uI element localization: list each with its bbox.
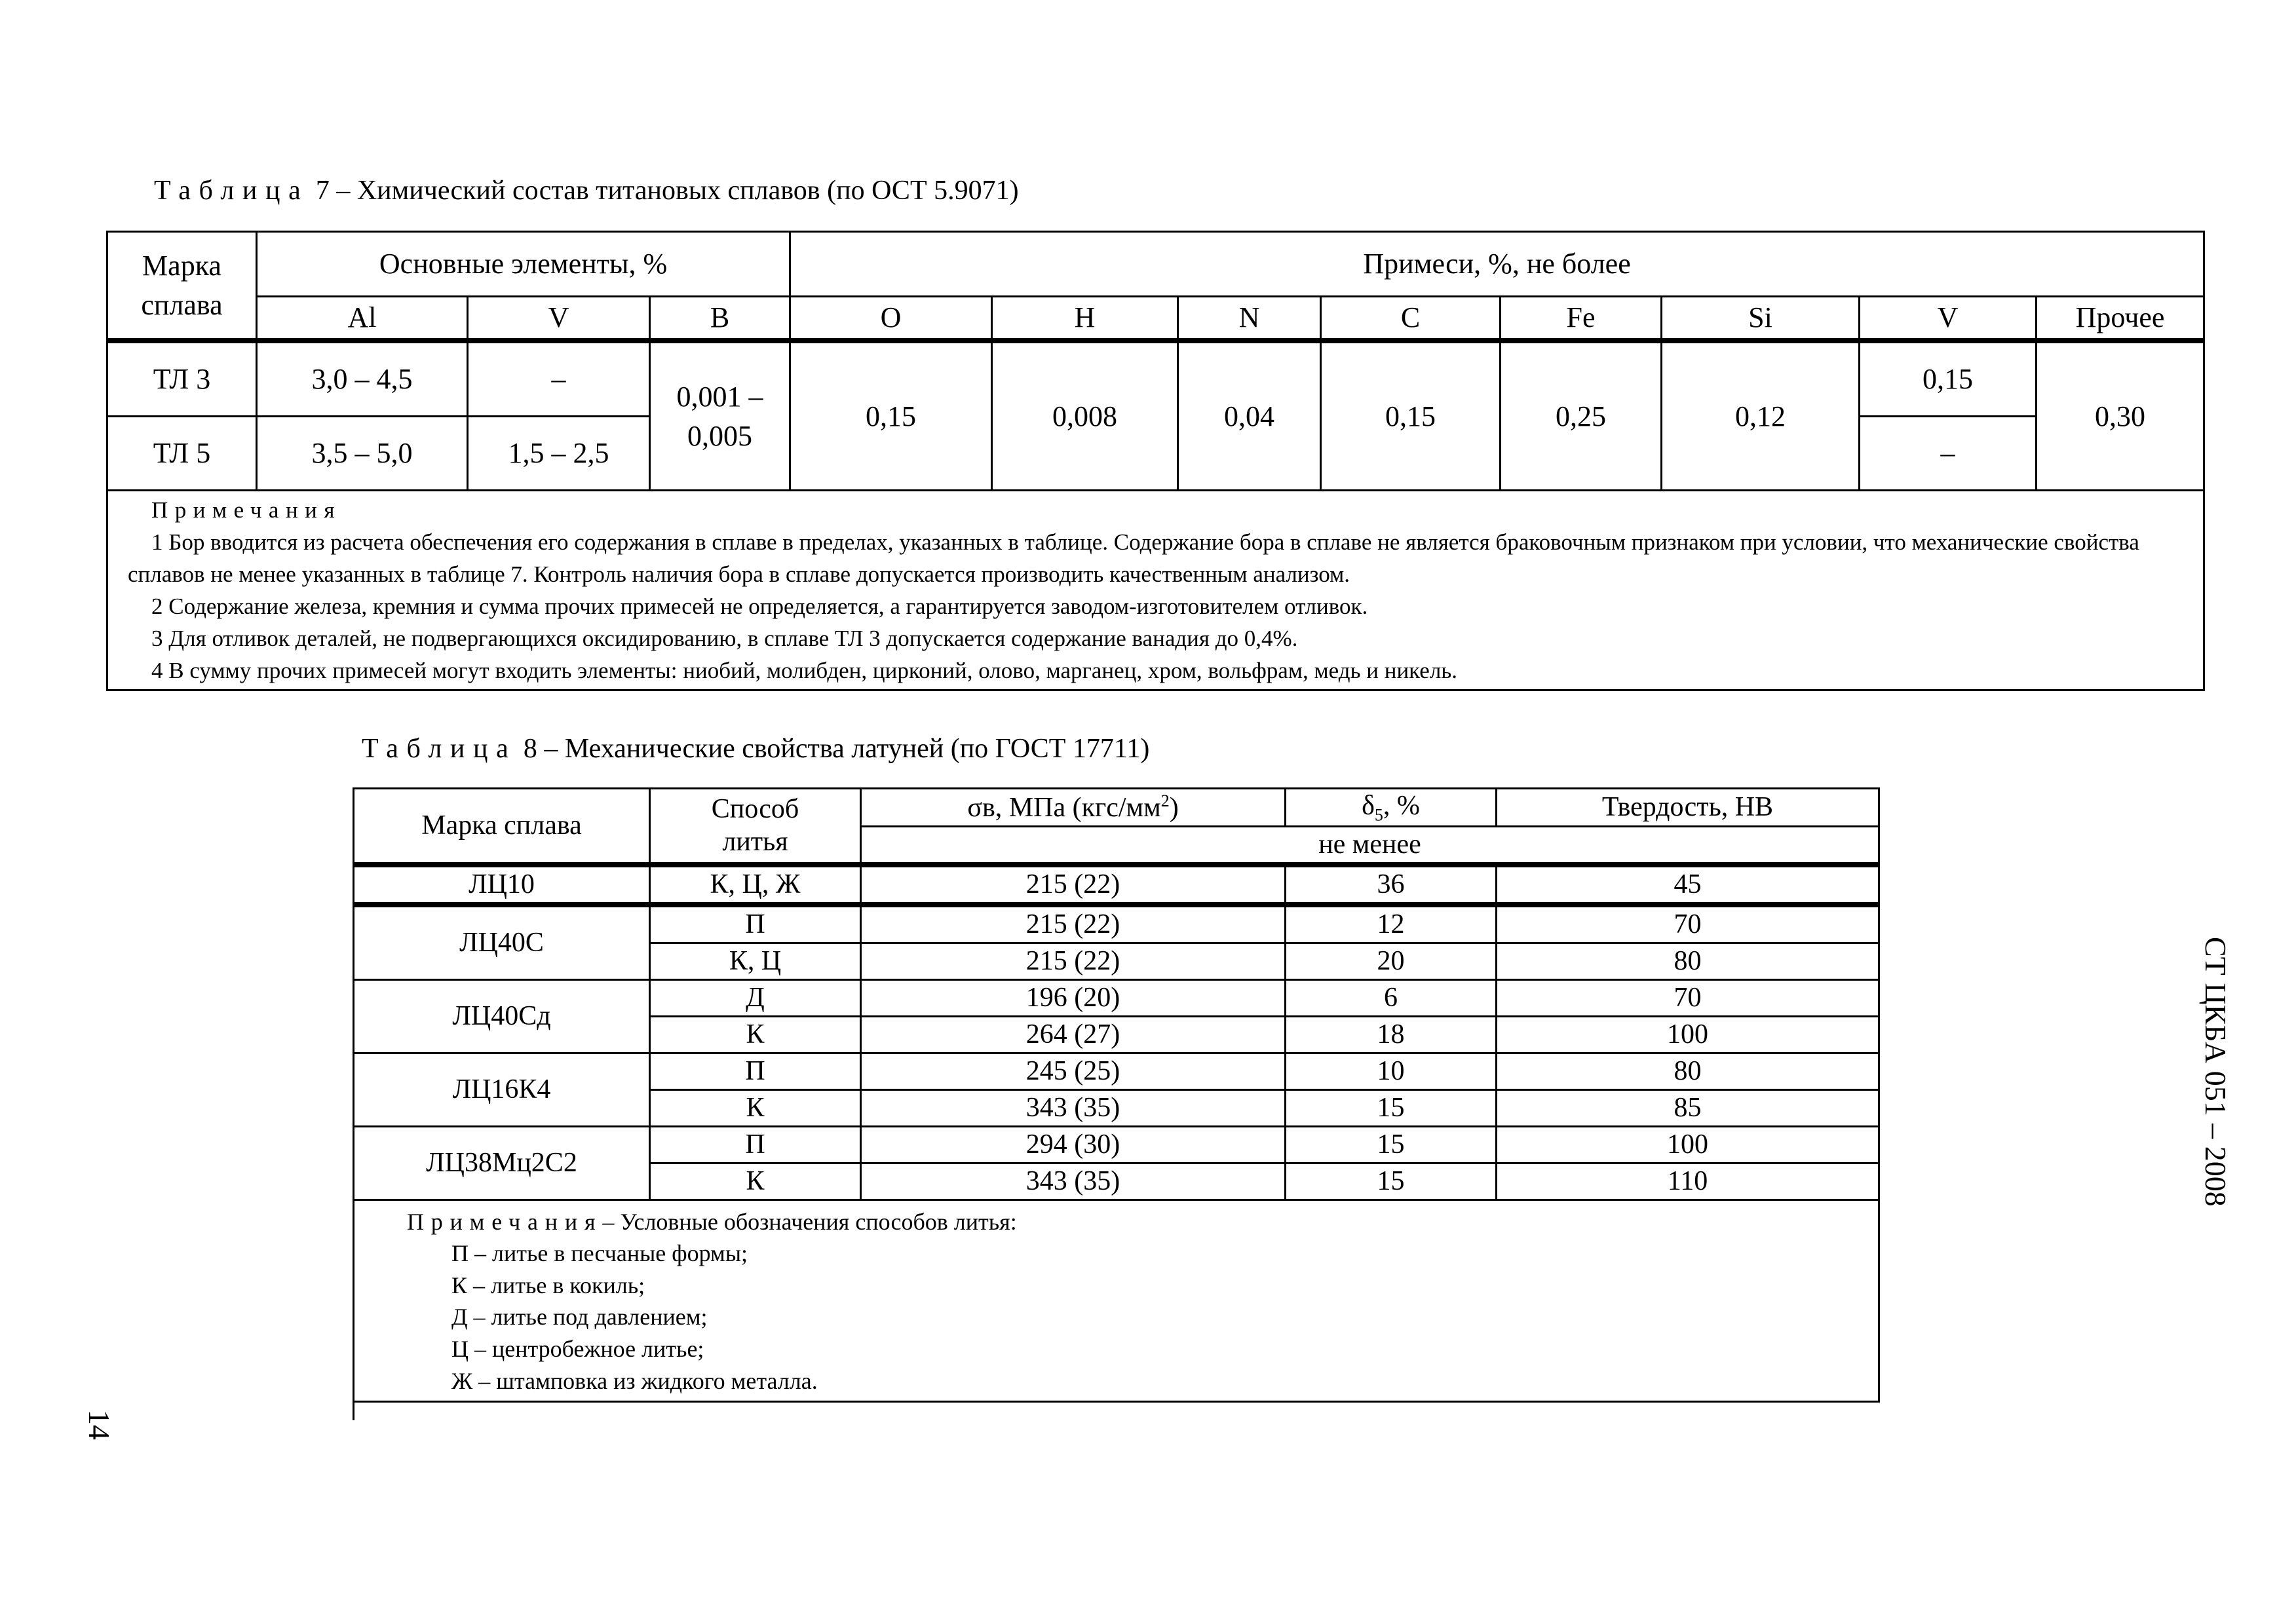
table7-col-h: H <box>992 297 1178 341</box>
table8-sigma-cell: 294 (30) <box>861 1126 1286 1163</box>
table8-caption <box>362 735 1149 763</box>
table8-method-cell: К, Ц, Ж <box>650 865 861 905</box>
table7-al-cell: 3,5 – 5,0 <box>257 417 468 491</box>
table8-hardness-cell: 100 <box>1497 1126 1879 1163</box>
table7-v-cell: 1,5 – 2,5 <box>468 417 650 491</box>
table8-hardness-header: Твердость, НВ <box>1497 789 1879 827</box>
table-row <box>354 1126 1879 1163</box>
table8-delta-cell: 36 <box>1286 865 1497 905</box>
table7-caption-word: Таблица <box>154 176 309 206</box>
table8-delta-cell: 18 <box>1286 1016 1497 1053</box>
table7-grade-cell: ТЛ 3 <box>107 341 257 417</box>
table7-si-cell: 0,12 <box>1662 341 1860 491</box>
table8-hardness-cell: 70 <box>1497 905 1879 943</box>
table7-subheader-row <box>107 297 2204 341</box>
table7-caption <box>154 177 1019 204</box>
table8-delta-cell: 20 <box>1286 943 1497 979</box>
table8-min-header: не менее <box>861 826 1879 865</box>
table7-other-cell: 0,30 <box>2037 341 2204 491</box>
table8-hardness-cell: 100 <box>1497 1016 1879 1053</box>
table8-note: Ц – центробежное литье; <box>451 1335 704 1362</box>
table8-method-cell: Д <box>650 979 861 1016</box>
table7-impurities-header: Примеси, %, не более <box>790 232 2204 297</box>
table8-delta-cell: 12 <box>1286 905 1497 943</box>
table8-hardness-cell: 45 <box>1497 865 1879 905</box>
table8-header-row <box>354 789 1879 827</box>
table8-sigma-cell: 215 (22) <box>861 905 1286 943</box>
table8-note: К – литье в кокиль; <box>451 1272 645 1298</box>
table8-method-header <box>650 789 861 865</box>
table7-b-cell <box>650 341 790 491</box>
table8-sigma-end: ) <box>1169 792 1179 823</box>
table8-grade-cell: ЛЦ16К4 <box>354 1053 650 1126</box>
table7-note: 3 Для отливок деталей, не подвергающихся оксидированию, в сплаве ТЛ 3 допускается содержание ванадия до 0,4%. <box>151 626 1298 651</box>
table8-notes-lead-text: – Условные обозначения способов литья: <box>602 1208 1017 1235</box>
table8-sigma-sup: 2 <box>1160 791 1170 810</box>
table8-delta-symbol: δ <box>1362 791 1375 821</box>
table7-fe-cell: 0,25 <box>1501 341 1662 491</box>
table7-o-cell: 0,15 <box>790 341 992 491</box>
table8-note: Д – литье под давлением; <box>451 1304 708 1331</box>
table8-delta-end: , % <box>1383 791 1420 821</box>
table8-grade-cell: ЛЦ40С <box>354 905 650 980</box>
table8-grade-cell: ЛЦ10 <box>354 865 650 905</box>
table8-sigma-cell: 343 (35) <box>861 1089 1286 1126</box>
table7-grade-header: Марка сплава <box>107 232 257 341</box>
margin-rule <box>353 1382 354 1420</box>
table7-v-cell: – <box>468 341 650 417</box>
table7-col-c: C <box>1321 297 1501 341</box>
table8-method-cell: П <box>650 1053 861 1089</box>
table8-notes <box>354 1199 1879 1402</box>
standard-designation: СТ ЦКБА 051 – 2008 <box>2199 937 2232 1207</box>
table-row <box>354 979 1879 1016</box>
table8-delta-cell: 15 <box>1286 1163 1497 1199</box>
table7-header-row <box>107 232 2204 297</box>
table8-hardness-cell: 110 <box>1497 1163 1879 1199</box>
table7-col-si: Si <box>1662 297 1860 341</box>
table8-hardness-cell: 80 <box>1497 1053 1879 1089</box>
table7-v-impurity-cell: – <box>1860 417 2037 491</box>
table8-grade-header: Марка сплава <box>354 789 650 865</box>
table7-v-impurity-cell: 0,15 <box>1860 341 2037 417</box>
table8-notes-row <box>354 1199 1879 1402</box>
table7-col-b: B <box>650 297 790 341</box>
table8-delta-cell: 10 <box>1286 1053 1497 1089</box>
table7-col-v-impurity: V <box>1860 297 2037 341</box>
table8-method-header-text: Способ литья <box>711 793 799 858</box>
table8-note: Ж – штамповка из жидкого металла. <box>451 1367 818 1394</box>
table8 <box>353 787 1880 1403</box>
table7-col-n: N <box>1178 297 1321 341</box>
table8-notes-lead <box>407 1206 1871 1238</box>
page-number: 14 <box>83 1410 116 1440</box>
table8-method-cell: П <box>650 1126 861 1163</box>
table8-sigma-header <box>861 789 1286 827</box>
table7-note: 2 Содержание железа, кремния и сумма прочих примесей не определяется, а гарантируется заводом-изготовителем отливок. <box>151 594 1368 619</box>
table7-note: 4 В сумму прочих примесей могут входить элементы: ниобий, молибден, цирконий, олово, марганец, хром, вольфрам, медь и никель. <box>151 658 1458 683</box>
table8-sigma-cell: 215 (22) <box>861 943 1286 979</box>
table7 <box>106 231 2205 691</box>
table8-method-cell: П <box>650 905 861 943</box>
table8-sigma-cell: 215 (22) <box>861 865 1286 905</box>
table7-c-cell: 0,15 <box>1321 341 1501 491</box>
table7-notes-title: Примечания <box>151 497 342 523</box>
table8-sigma-text: σв, МПа (кгс/мм <box>967 792 1161 823</box>
table7-main-header: Основные элементы, % <box>257 232 790 297</box>
table7-h-cell: 0,008 <box>992 341 1178 491</box>
table8-method-cell: К, Ц <box>650 943 861 979</box>
table7-col-o: O <box>790 297 992 341</box>
table8-hardness-cell: 70 <box>1497 979 1879 1016</box>
table8-delta-header <box>1286 789 1497 827</box>
table8-sigma-cell: 196 (20) <box>861 979 1286 1016</box>
table-row <box>354 905 1879 943</box>
table8-grade-cell: ЛЦ40Сд <box>354 979 650 1053</box>
table7-notes-row <box>107 491 2204 690</box>
table7-grade-cell: ТЛ 5 <box>107 417 257 491</box>
table8-note: П – литье в песчаные формы; <box>451 1240 748 1267</box>
table7-note: 1 Бор вводится из расчета обеспечения его содержания в сплаве в пределах, указанных в таблице. Содержание бора в сплаве не является браковочным признаком при условии, что механические свойства сплавов не менее указанных в таблице 7. Контроль наличия бора в сплаве допускается производить качественным анализом. <box>128 529 2139 587</box>
table8-delta-cell: 6 <box>1286 979 1497 1016</box>
table7-b-value: 0,001 – 0,005 <box>676 381 763 452</box>
table8-hardness-cell: 80 <box>1497 943 1879 979</box>
table-row <box>354 865 1879 905</box>
table7-caption-text: 7 – Химический состав титановых сплавов (по ОСТ 5.9071) <box>315 176 1019 206</box>
table7-col-al: Al <box>257 297 468 341</box>
table8-delta-cell: 15 <box>1286 1089 1497 1126</box>
table8-delta-sub: 5 <box>1374 805 1383 825</box>
table8-notes-title: Примечания <box>407 1208 603 1235</box>
table7-notes <box>107 491 2204 690</box>
table8-caption-word: Таблица <box>362 734 517 764</box>
table7-col-other: Прочее <box>2037 297 2204 341</box>
table8-method-cell: К <box>650 1016 861 1053</box>
table7-col-fe: Fe <box>1501 297 1662 341</box>
table8-hardness-cell: 85 <box>1497 1089 1879 1126</box>
table-row <box>107 341 2204 417</box>
table-row <box>354 1053 1879 1089</box>
table8-sigma-cell: 245 (25) <box>861 1053 1286 1089</box>
table8-method-cell: К <box>650 1163 861 1199</box>
table8-method-cell: К <box>650 1089 861 1126</box>
table7-col-v: V <box>468 297 650 341</box>
table8-caption-text: 8 – Механические свойства латуней (по ГОСТ 17711) <box>523 734 1150 764</box>
table7-al-cell: 3,0 – 4,5 <box>257 341 468 417</box>
table7-n-cell: 0,04 <box>1178 341 1321 491</box>
table8-sigma-cell: 264 (27) <box>861 1016 1286 1053</box>
table8-delta-cell: 15 <box>1286 1126 1497 1163</box>
table8-sigma-cell: 343 (35) <box>861 1163 1286 1199</box>
table8-grade-cell: ЛЦ38Мц2С2 <box>354 1126 650 1199</box>
